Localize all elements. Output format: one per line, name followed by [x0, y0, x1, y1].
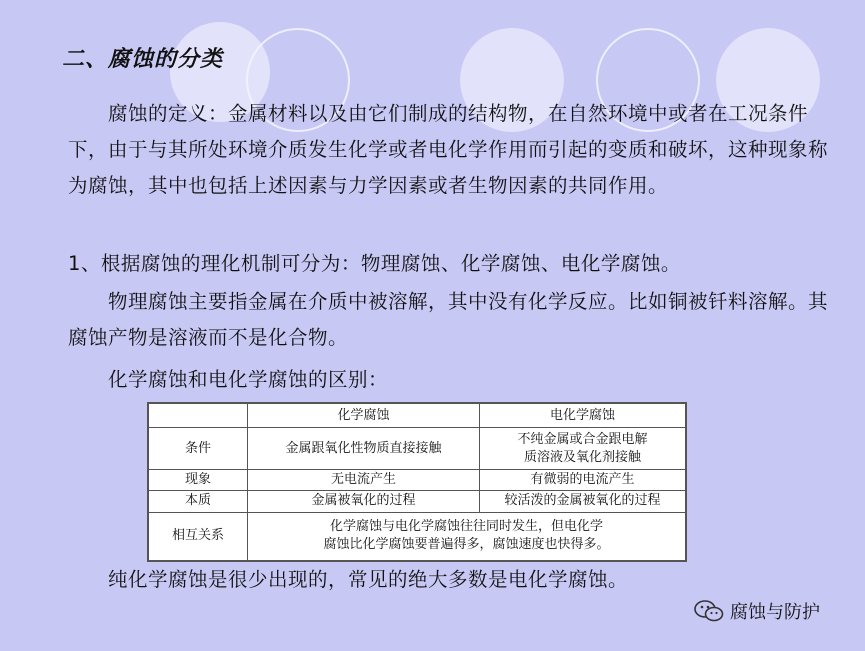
- table-cell: [480, 428, 686, 470]
- table-cell: 金属跟氧化性物质直接接触: [248, 428, 480, 470]
- table-header-cell: [149, 404, 248, 428]
- row-label: 本质: [149, 490, 248, 512]
- conclusion-paragraph: 纯化学腐蚀是很少出现的，常见的绝大多数是电化学腐蚀。: [108, 568, 629, 591]
- table-row: [149, 512, 686, 560]
- table-header-cell: 电化学腐蚀: [480, 404, 686, 428]
- difference-intro: 化学腐蚀和电化学腐蚀的区别：: [108, 368, 389, 391]
- classification-paragraph: 1、根据腐蚀的理化机制可分为：物理腐蚀、化学腐蚀、电化学腐蚀。: [68, 252, 681, 275]
- comparison-table: [147, 402, 687, 562]
- row-label: 现象: [149, 470, 248, 490]
- row-label: 相互关系: [149, 512, 248, 560]
- watermark: [694, 598, 820, 624]
- table-header-row: [149, 404, 686, 428]
- cell-line: 质溶液及氧化剂接触: [523, 449, 641, 465]
- table-header-cell: 化学腐蚀: [248, 404, 480, 428]
- table-row: [149, 490, 686, 512]
- definition-paragraph: 腐蚀的定义：金属材料以及由它们制成的结构物，在自然环境中或者在工况条件下，由于与其所处环境介质发生化学或者电化学作用而引起的变质和破坏，这种现象称为腐蚀，其中也包括上述因素与力学因素或者生物因素的共同作用。: [68, 102, 829, 197]
- cell-line: 不纯金属或合金跟电解: [517, 431, 648, 447]
- table-row: [149, 470, 686, 490]
- cell-line: 腐蚀比化学腐蚀要普遍得多，腐蚀速度也快得多。: [323, 537, 610, 553]
- physical-corrosion-paragraph: 物理腐蚀主要指金属在介质中被溶解，其中没有化学反应。比如铜被钎料溶解。其腐蚀产物是溶液而不是化合物。: [68, 290, 829, 349]
- row-label: 条件: [149, 428, 248, 470]
- table-cell: 较活泼的金属被氧化的过程: [480, 490, 686, 512]
- section-heading: 二、腐蚀的分类: [62, 47, 224, 72]
- table-cell: 有微弱的电流产生: [480, 470, 686, 490]
- table-cell: 无电流产生: [248, 470, 480, 490]
- cell-line: 化学腐蚀与电化学腐蚀往往同时发生，但电化学: [329, 519, 603, 535]
- table-cell: 金属被氧化的过程: [248, 490, 480, 512]
- wechat-icon: [694, 599, 724, 623]
- table-row: [149, 428, 686, 470]
- watermark-text: 腐蚀与防护: [730, 602, 820, 623]
- table-cell-merged: [248, 512, 686, 560]
